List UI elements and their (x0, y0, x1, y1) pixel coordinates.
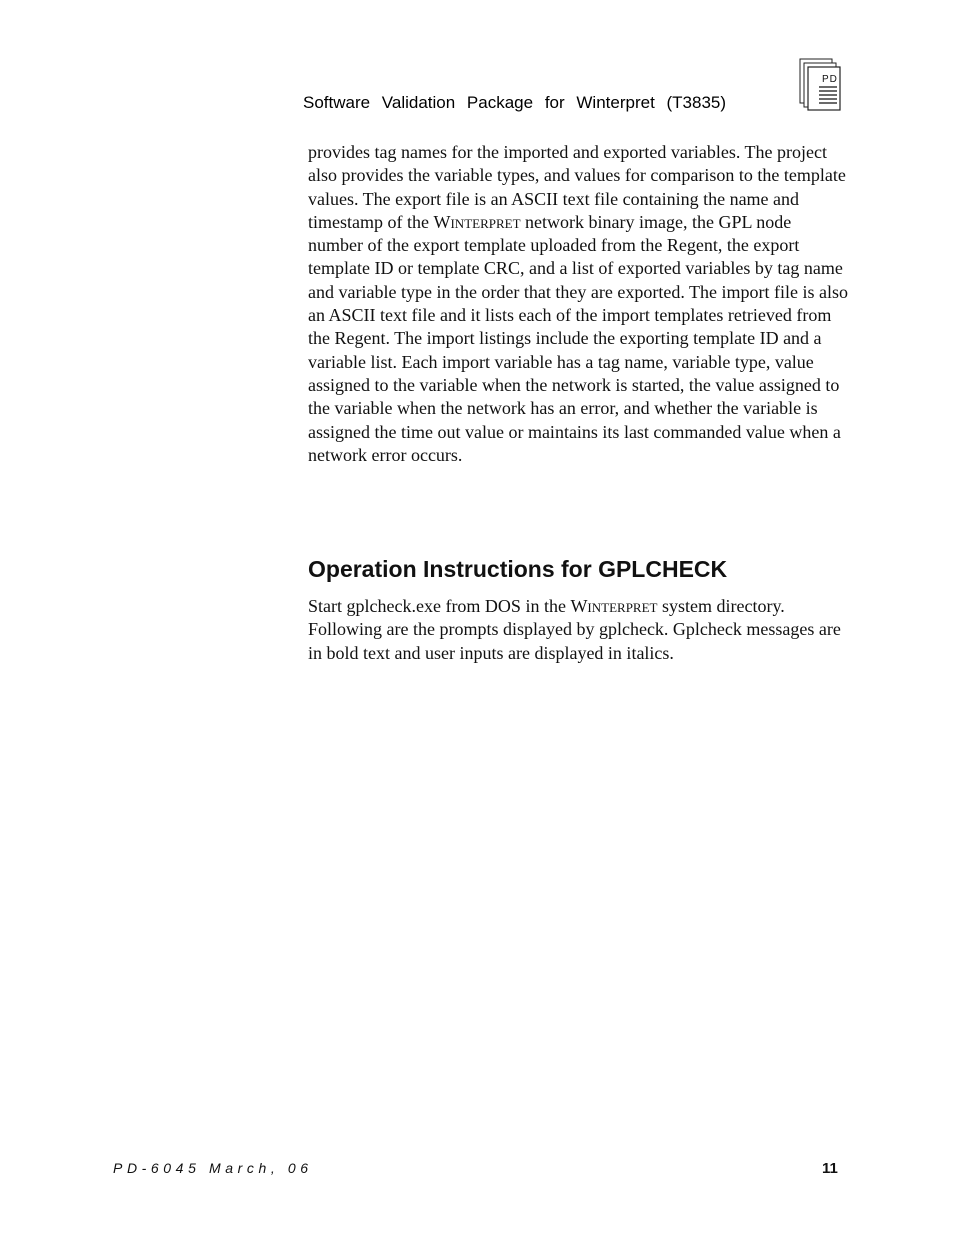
footer-page-number: 11 (822, 1160, 838, 1177)
paragraph-text: Start gplcheck.exe from DOS in the (308, 596, 571, 616)
body-paragraph-intro (308, 141, 848, 467)
product-name: Winterpret (433, 211, 521, 232)
product-name: Winterpret (570, 596, 658, 616)
footer-document-id: PD-6045 March, 06 (113, 1160, 313, 1176)
paragraph-text: system directory. Following are the prompts displayed by gplcheck. Gplcheck messages are in bold text and user inputs are displayed in italics. (308, 596, 841, 663)
section-heading: Operation Instructions for GPLCHECK (308, 556, 728, 582)
pd-document-logo-icon (799, 58, 843, 112)
body-paragraph-instructions (308, 595, 848, 665)
paragraph-text: provides tag names for the imported and exported variables. The project also provides the variable types, and values for comparison to the template values. The export file is an ASCII text file containing the name and timestamp of the (308, 142, 846, 232)
logo-text: PD (822, 74, 838, 85)
paragraph-text: network binary image, the GPL node number of the export template uploaded from the Regent, the export template ID or template CRC, and a list of exported variables by tag name and variable type in the order that they are exported. The import file is also an ASCII text file and it lists each of the import templates retrieved from the Regent. The import listings include the exporting template ID and a variable list. Each import variable has a tag name, variable type, value assigned to the variable when the network is started, the value assigned to the variable when the network has an error, and whether the variable is assigned the time out value or maintains its last commanded value when a network error occurs. (308, 211, 848, 465)
running-header-title: Software Validation Package for Winterpret (T3835) (303, 93, 727, 112)
